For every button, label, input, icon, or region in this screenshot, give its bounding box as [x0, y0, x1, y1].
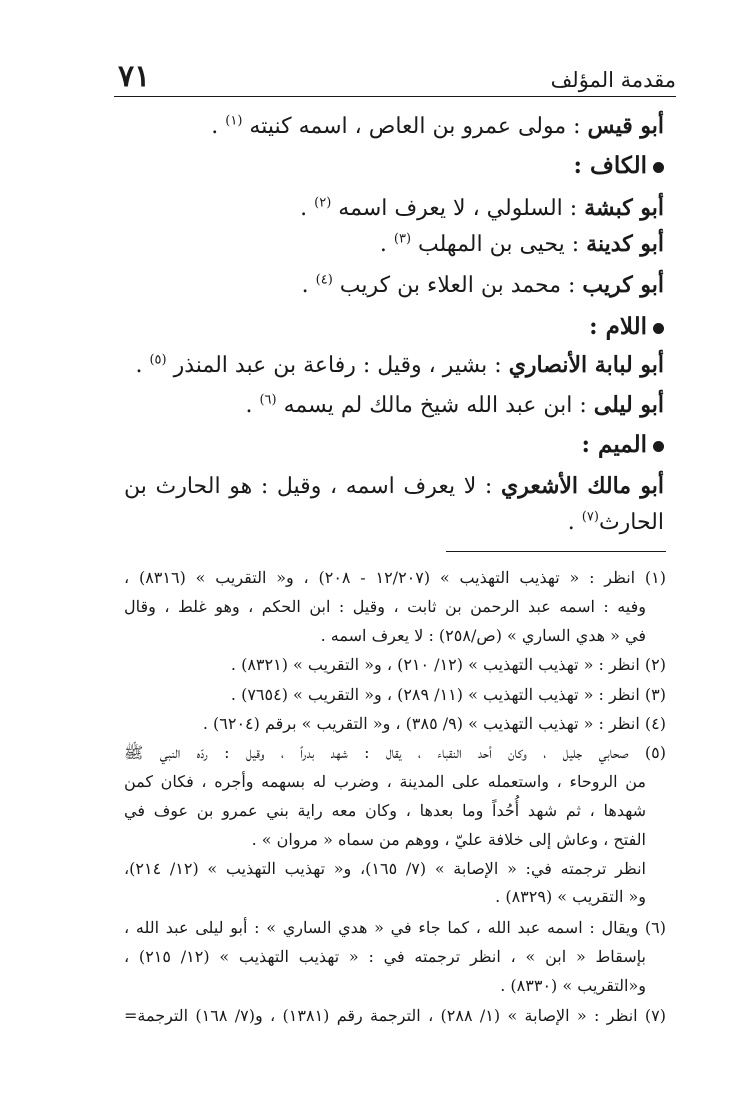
entry-text: : محمد بن العلاء بن كريب [332, 273, 583, 298]
entry-tail: . [135, 353, 150, 378]
footnote-marker: (٤) [315, 272, 333, 288]
footnote-marker: (٢) [314, 195, 332, 211]
footnote-line: من الروحاء ، واستعمله على المدينة ، وضرب له بسهمه وأجره ، فكان كمن [124, 772, 646, 791]
bullet-icon [653, 162, 664, 173]
footnote-marker: (٥) [149, 352, 167, 368]
entry-tail: . [301, 273, 316, 298]
footnote-line: في « هدي الساري » (ص/٢٥٨) : لا يعرف اسمه . [320, 626, 646, 645]
bullet-icon [653, 441, 664, 452]
entry-text: : لا يعرف اسمه ، وقيل : هو الحارث بن [124, 474, 501, 499]
entry-name: أبو مالك الأشعري [500, 473, 664, 499]
footnote-separator [446, 551, 666, 552]
entry-line [211, 113, 664, 140]
entry-line [245, 392, 664, 419]
footnote-line: بإسقاط « ابن » ، انظر ترجمته في : « تهذيب التهذيب » (١٢/ ٢١٥) ، [124, 947, 647, 966]
entry-line [380, 231, 664, 258]
entry-text: : بشير ، وقيل : رفاعة بن عبد المنذر [166, 353, 509, 378]
footnote-line: شهدها ، ثم شهد أُحُداً وما بعدها ، وكان معه راية بني عمرو بن عوف في [124, 801, 646, 820]
entry-name: أبو كدينة [586, 231, 664, 257]
entry-continuation [568, 510, 664, 536]
footnote-marker: (٧) [581, 509, 599, 525]
entry-tail: . [211, 114, 226, 139]
section-heading [582, 431, 664, 459]
footnote-line: (٣) انظر : « تهذيب التهذيب » (١١/ ٢٨٩) ، و« التقريب » (٧٦٥٤) . [230, 685, 666, 704]
entry-name: أبو كريب [582, 272, 664, 298]
entry-name: أبو لبابة الأنصاري [508, 352, 664, 378]
page-number: ٧١ [118, 59, 151, 94]
entry-text: : يحيى بن المهلب [411, 232, 587, 257]
footnote-line: (٦) ويقال : اسمه عبد الله ، كما جاء في « هدي الساري » : أبو ليلى عبد الله ، [124, 918, 666, 937]
entry-tail: . [567, 510, 582, 535]
section-heading [589, 313, 664, 341]
footnote-marker: (٣) [393, 231, 412, 247]
section-heading [574, 152, 664, 180]
entry-text: : السلولي ، لا يعرف اسمه [331, 196, 585, 221]
footnote-line: وفيه : اسمه عبد الرحمن بن ثابت ، وقيل : ابن الحكم ، وهو غلط ، وقال [124, 597, 646, 616]
entry-tail: . [379, 232, 394, 257]
footnote-line: (١) انظر : « تهذيب التهذيب » (١٢/٢٠٧ - ٢٠٨) ، و« التقريب » (٨٣١٦) ، [124, 568, 666, 587]
footnote-line: (٥) صحابي جليل ، وكان أحد النقباء ، يقال : شهد بدراً ، وقيل : ردّه النبي ﷺ [124, 743, 666, 762]
footnote-line: (٧) انظر : « الإصابة » (١/ ٢٨٨) ، الترجمة رقم (١٣٨١) ، و(٧/ ١٦٨) الترجمة= [124, 1006, 667, 1025]
entry-text: الحارث [598, 510, 664, 535]
footnote-line: (٢) انظر : « تهذيب التهذيب » (١٢/ ٢١٠) ، و« التقريب » (٨٣٢١) . [230, 655, 666, 674]
running-title: مقدمة المؤلف [550, 68, 676, 92]
entry-tail: . [245, 393, 260, 418]
entry-line [124, 473, 664, 500]
section-title: الكاف : [573, 152, 647, 179]
bullet-icon [653, 323, 664, 334]
entry-text: : مولى عمرو بن العاص ، اسمه كنيته [242, 114, 588, 139]
entry-name: أبو كبشة [584, 195, 664, 221]
footnote-line: الفتح ، وعاش إلى خلافة عليّ ، ووهم من سماه « مروان » . [251, 830, 646, 849]
entry-tail: . [300, 196, 315, 221]
footnote-marker: (٦) [259, 392, 277, 408]
footnote-line: (٤) انظر : « تهذيب التهذيب » (٩/ ٣٨٥) ، و« التقريب » برقم (٦٢٠٤) . [202, 714, 666, 733]
entry-text: : ابن عبد الله شيخ مالك لم يسمه [276, 393, 594, 418]
entry-line [302, 272, 664, 299]
section-title: اللام : [589, 313, 647, 340]
entry-line [135, 352, 664, 379]
section-title: الميم : [581, 431, 647, 458]
entry-line [300, 195, 664, 222]
entry-name: أبو قيس [587, 113, 664, 139]
footnote-line: انظر ترجمته في: « الإصابة » (٧/ ١٦٥)، و« تهذيب التهذيب » (١٢/ ٢١٤)، [124, 859, 647, 878]
entry-name: أبو ليلى [593, 392, 664, 418]
footnote-line: و«التقريب » (٨٣٣٠) . [500, 976, 646, 995]
footnote-line: و« التقريب » (٨٣٢٩) . [495, 887, 646, 906]
header-rule [114, 96, 676, 97]
footnote-marker: (١) [225, 113, 243, 129]
